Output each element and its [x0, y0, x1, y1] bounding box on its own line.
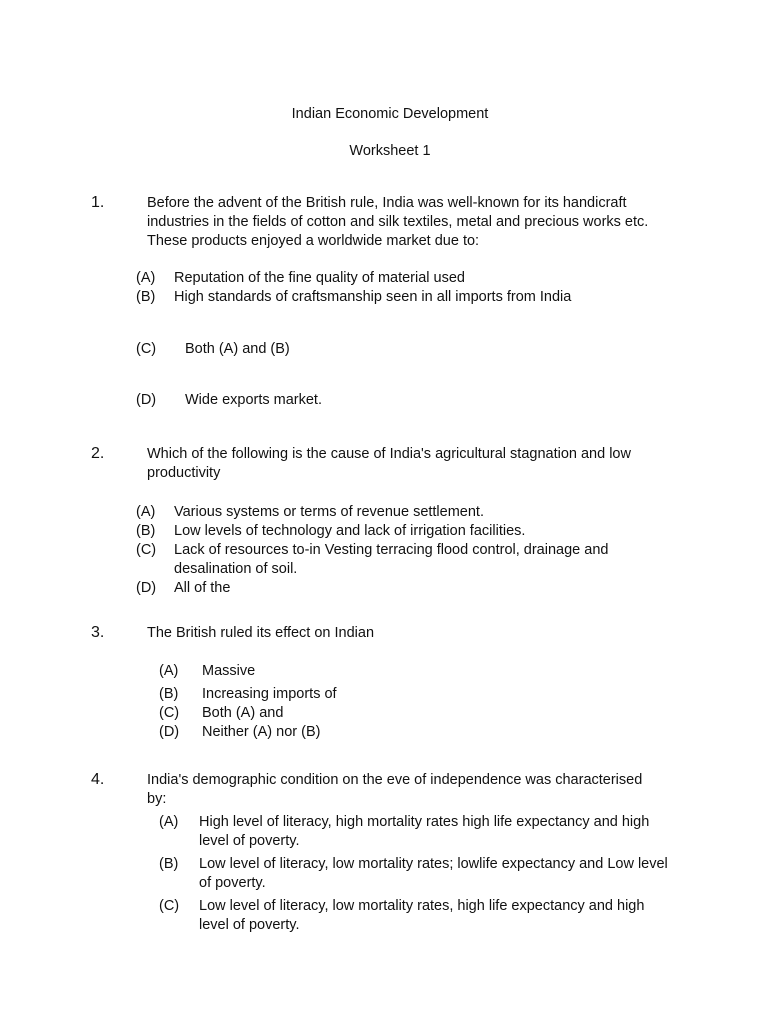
option-text: Both (A) and (B): [185, 341, 290, 357]
option-text: Both (A) and: [202, 705, 284, 721]
option-item: [159, 813, 679, 851]
option-label: (D): [136, 392, 157, 408]
question-text: Before the advent of the British rule, India was well-known for its handicraft industries in the fields of cotton and silk textiles, metal and precious works etc. These products enjoyed a worldwide market due to:: [147, 195, 649, 249]
option-text: All of the: [174, 580, 231, 596]
option-label: (C): [159, 705, 180, 721]
document-subtitle: Worksheet 1: [349, 143, 431, 159]
option-item: [136, 503, 696, 522]
option-label: (B): [136, 523, 156, 539]
option-text: Low level of literacy, low mortality rates; lowlife expectancy and Low level of poverty.: [199, 856, 668, 891]
option-text: Reputation of the fine quality of material used: [174, 270, 465, 286]
option-item: [159, 662, 679, 681]
option-label: (A): [136, 270, 156, 286]
question-number: 1.: [91, 194, 105, 211]
option-item: [136, 579, 696, 598]
document-title: Indian Economic Development: [291, 106, 489, 122]
option-item: [136, 340, 696, 359]
option-item: [136, 522, 696, 541]
option-item: [136, 391, 696, 410]
option-item: [159, 723, 679, 742]
option-text: Neither (A) nor (B): [202, 724, 321, 740]
option-item: [159, 704, 679, 723]
question-number: 3.: [91, 624, 105, 641]
option-item: [159, 685, 679, 704]
option-label: (B): [159, 686, 179, 702]
option-text: High standards of craftsmanship seen in all imports from India: [174, 289, 572, 305]
option-label: (A): [136, 504, 156, 520]
option-label: (A): [159, 663, 179, 679]
option-text: Wide exports market.: [185, 392, 322, 408]
option-item: [136, 288, 696, 307]
option-text: Low levels of technology and lack of irrigation facilities.: [174, 523, 526, 539]
option-label: (D): [159, 724, 180, 740]
option-label: (C): [136, 341, 157, 357]
option-label: (D): [136, 580, 157, 596]
option-text: Low level of literacy, low mortality rates, high life expectancy and high level of poverty.: [199, 898, 645, 933]
option-text: Massive: [202, 663, 256, 679]
option-text: Lack of resources to-in Vesting terracing flood control, drainage and desalination of soil.: [174, 542, 609, 577]
question-text: The British ruled its effect on Indian: [147, 625, 375, 641]
option-text: Increasing imports of: [202, 686, 337, 702]
option-item: [159, 897, 679, 935]
option-text: Various systems or terms of revenue settlement.: [174, 504, 484, 520]
option-item: [159, 855, 679, 893]
option-label: (B): [159, 856, 179, 872]
question-text: Which of the following is the cause of India's agricultural stagnation and low productivity: [147, 446, 631, 481]
option-item: [136, 269, 696, 288]
option-text: High level of literacy, high mortality rates high life expectancy and high level of poverty.: [199, 814, 650, 849]
option-label: (C): [136, 542, 157, 558]
question-text: India's demographic condition on the eve of independence was characterised by:: [147, 772, 643, 807]
option-label: (B): [136, 289, 156, 305]
option-label: (A): [159, 814, 179, 830]
option-item: [136, 541, 696, 579]
option-label: (C): [159, 898, 180, 914]
question-number: 4.: [91, 771, 105, 788]
question-number: 2.: [91, 445, 105, 462]
